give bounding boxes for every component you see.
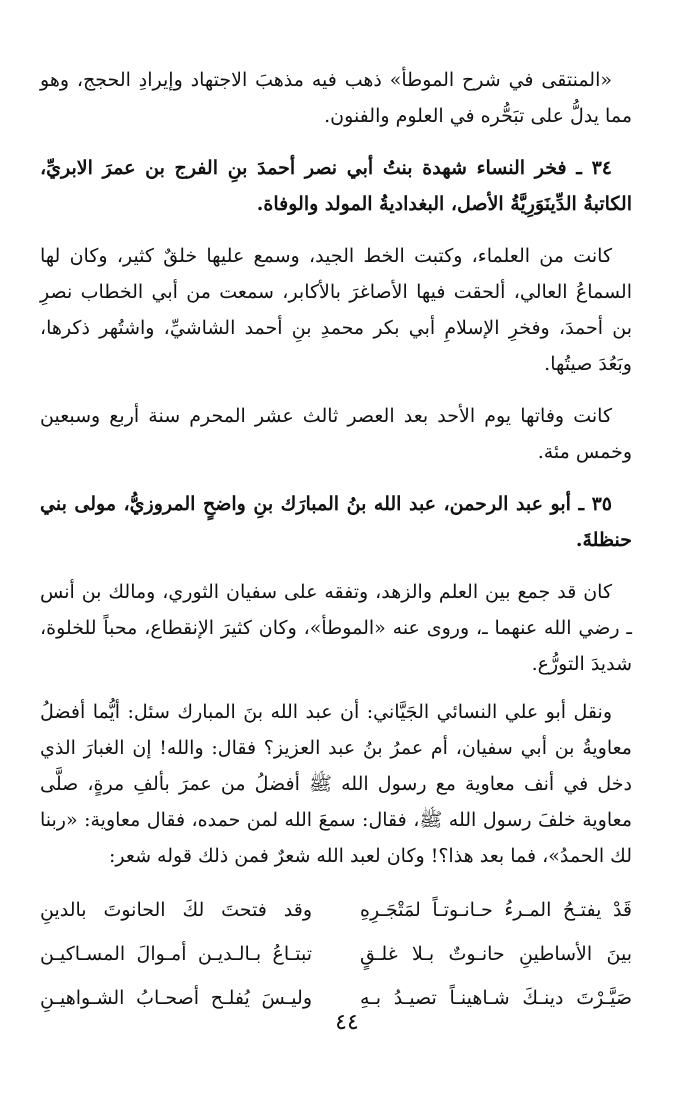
poem-verse — [40, 932, 632, 976]
entry-heading-34: ٣٤ ـ فخر النساء شهدة بنتُ أبي نصر أحمدَ بنِ الفرج بن عمرَ الابريِّ، الكاتبةُ الدِّينَوَرِيَّةُ الأصل، البغداديةُ المولد والوفاة. — [40, 157, 632, 215]
poem-second-hemistich: وليـسَ يُفلـح أصحـابُ الشـواهيـنِ — [40, 987, 312, 1009]
paragraph-shuhda-bio: كانت من العلماء، وكتبت الخط الجيد، وسمع عليها خلقٌ كثير، وكان لها السماعُ العالي، ألحقت فيها الأصاغرَ بالأكابر، سمعت من أبي الخطاب نصرِ بن أحمدَ، وفخرِ الإسلامِ أبي بكر محمدِ بنِ أحمد الشاشيِّ، واشتُهر ذكرها، وبَعُدَ صيتُها. — [40, 245, 632, 375]
paragraph-shuhda-death: كانت وفاتها يوم الأحد بعد العصر ثالث عشر المحرم سنة أربع وسبعين وخمس مئة. — [40, 405, 632, 463]
entry-heading-35: ٣٥ ـ أبو عبد الرحمن، عبد الله بنُ المبارَك بنِ واضحٍ المروزيُّ، مولى بني حنظلةَ. — [40, 493, 632, 551]
poem-first-hemistich: بينَ الأساطينِ حانـوتٌ بـلا غلـقٍ — [360, 943, 632, 965]
paragraph-ibn-mubarak-bio: كان قد جمع بين العلم والزهد، وتفقه على سفيان الثوري، ومالك بن أنس ـ رضي الله عنهما ـ، وروى عنه «الموطأ»، وكان كثيرَ الإنقطاع، محباً للخلوة، شديدَ التورُّع. — [40, 581, 632, 675]
poem-verse — [40, 888, 632, 932]
page-number: ٤٤ — [335, 1010, 359, 1035]
page-body — [40, 62, 632, 1020]
poem-second-hemistich: تبتـاعُ بـالـديـن أمـوالَ المسـاكيـن — [40, 943, 312, 965]
poem-first-hemistich: صَيَّـرْتَ دينـكَ شـاهينـاً تصيـدُ بـهِ — [360, 987, 632, 1009]
poem-first-hemistich: قَدْ يفتـحُ المـرءُ حـانـوتـاً لمَتْجَـرِهِ — [360, 899, 632, 921]
paragraph-al-muntaqa: «المنتقى في شرح الموطأ» ذهب فيه مذهبَ الاجتهاد وإيرادِ الحجج، وهو مما يدلُّ على تبَحُّره في العلوم والفنون. — [40, 69, 632, 127]
paragraph-ibn-mubarak-narration: ونقل أبو علي النسائي الجَيَّاني: أن عبد الله بنَ المبارك سئل: أيُّما أفضلُ معاويةُ بن أبي سفيان، أم عمرُ بنُ عبد العزيز؟ فقال: والله! إن الغبارَ الذي دخل في أنف معاوية مع رسول الله ﷺ أفضلُ من عمرَ بألفِ مرةٍ، صلَّى معاوية خلفَ رسول الله ﷺ، فقال: سمعَ الله لمن حمده، فقال معاوية: «ربنا لك الحمدُ»، فما بعد هذا؟! وكان لعبد الله شعرٌ فمن ذلك قوله شعر: — [40, 701, 632, 867]
poem-second-hemistich: وقد فتحتَ لكَ الحانوتَ بالدينِ — [40, 899, 312, 921]
poem — [40, 888, 632, 1020]
